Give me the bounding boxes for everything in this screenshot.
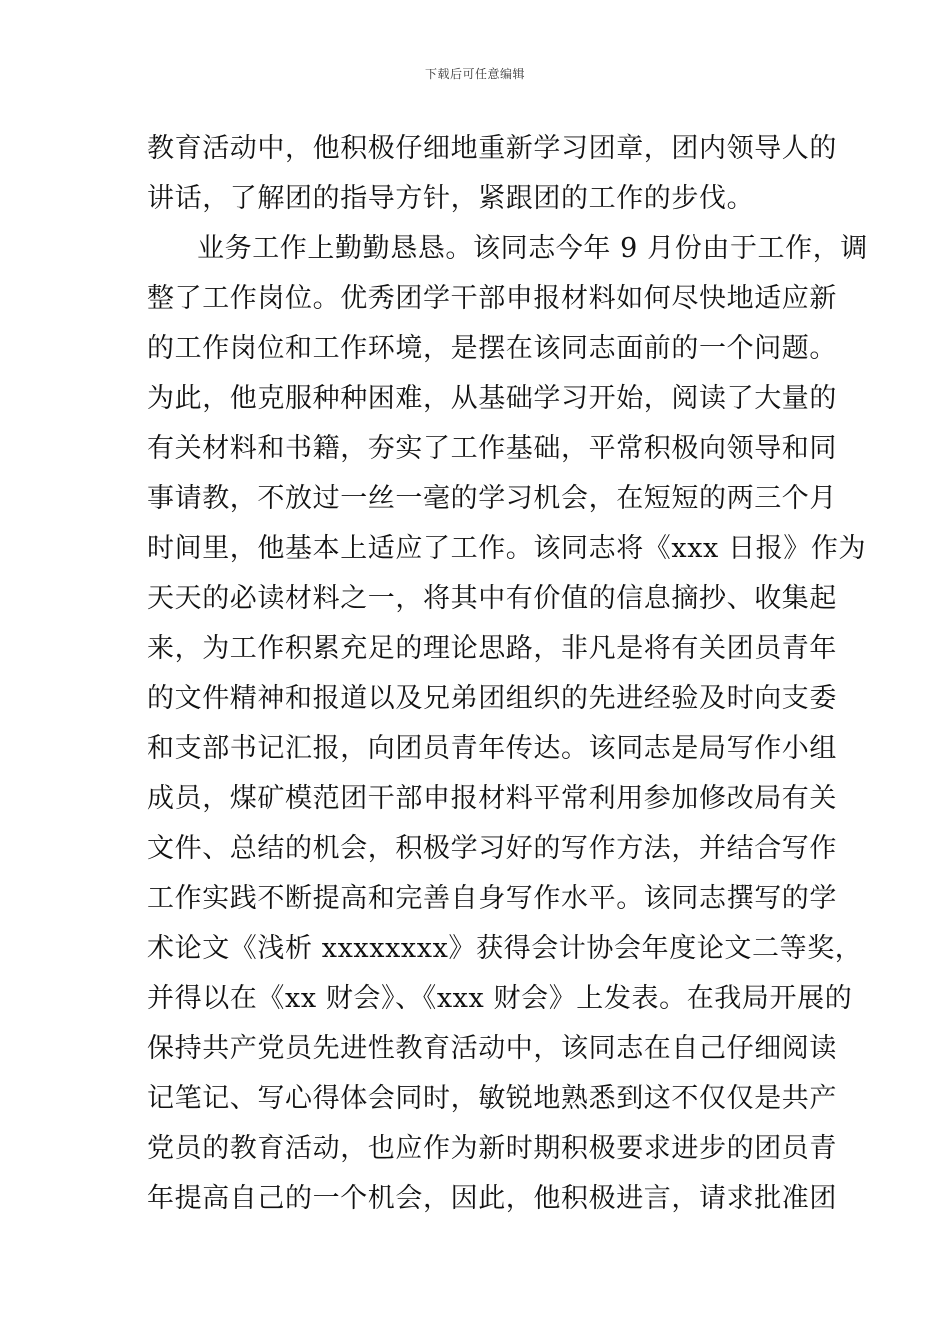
text-line: 的工作岗位和工作环境，是摆在该同志面前的一个问题。 xyxy=(147,333,837,364)
document-body xyxy=(147,124,868,1224)
text-line: 教育活动中，他积极仔细地重新学习团章，团内领导人的 xyxy=(147,133,837,164)
text-line: 为此，他克服种种困难，从基础学习开始，阅读了大量的 xyxy=(147,383,837,414)
text-line: 保持共产党员先进性教育活动中，该同志在自己仔细阅读 xyxy=(147,1033,837,1064)
paragraph-first-line: 业务工作上勤勤恳恳。该同志今年 9 月份由于工作，调 xyxy=(197,233,868,264)
text-line: 的文件精神和报道以及兄弟团组织的先进经验及时向支委 xyxy=(147,683,837,714)
text-line: 工作实践不断提高和完善自身写作水平。该同志撰写的学 xyxy=(147,883,837,914)
text-line: 党员的教育活动，也应作为新时期积极要求进步的团员青 xyxy=(147,1133,837,1164)
text-line: 天天的必读材料之一，将其中有价值的信息摘抄、收集起 xyxy=(147,583,837,614)
text-line: 并得以在《xx 财会》、《xxx 财会》上发表。在我局开展的 xyxy=(147,983,853,1014)
text-line: 整了工作岗位。优秀团学干部申报材料如何尽快地适应新 xyxy=(147,283,837,314)
text-line: 时间里，他基本上适应了工作。该同志将《xxx 日报》作为 xyxy=(147,533,867,564)
text-line: 年提高自己的一个机会，因此，他积极进言，请求批准团 xyxy=(147,1183,837,1214)
page-header: 下载后可任意编辑 xyxy=(424,67,525,81)
text-line: 事请教，不放过一丝一毫的学习机会，在短短的两三个月 xyxy=(147,483,837,514)
text-line: 讲话，了解团的指导方针，紧跟团的工作的步伐。 xyxy=(147,183,755,214)
text-line: 来，为工作积累充足的理论思路，非凡是将有关团员青年 xyxy=(147,633,837,664)
text-line: 术论文《浅析 xxxxxxxx》获得会计协会年度论文二等奖， xyxy=(147,933,863,964)
text-line: 有关材料和书籍，夯实了工作基础，平常积极向领导和同 xyxy=(147,433,837,464)
text-line: 成员，煤矿模范团干部申报材料平常利用参加修改局有关 xyxy=(147,783,837,814)
text-line: 和支部书记汇报，向团员青年传达。该同志是局写作小组 xyxy=(147,733,837,764)
text-line: 文件、总结的机会，积极学习好的写作方法，并结合写作 xyxy=(147,833,837,864)
text-line: 记笔记、写心得体会同时，敏锐地熟悉到这不仅仅是共产 xyxy=(147,1083,837,1114)
